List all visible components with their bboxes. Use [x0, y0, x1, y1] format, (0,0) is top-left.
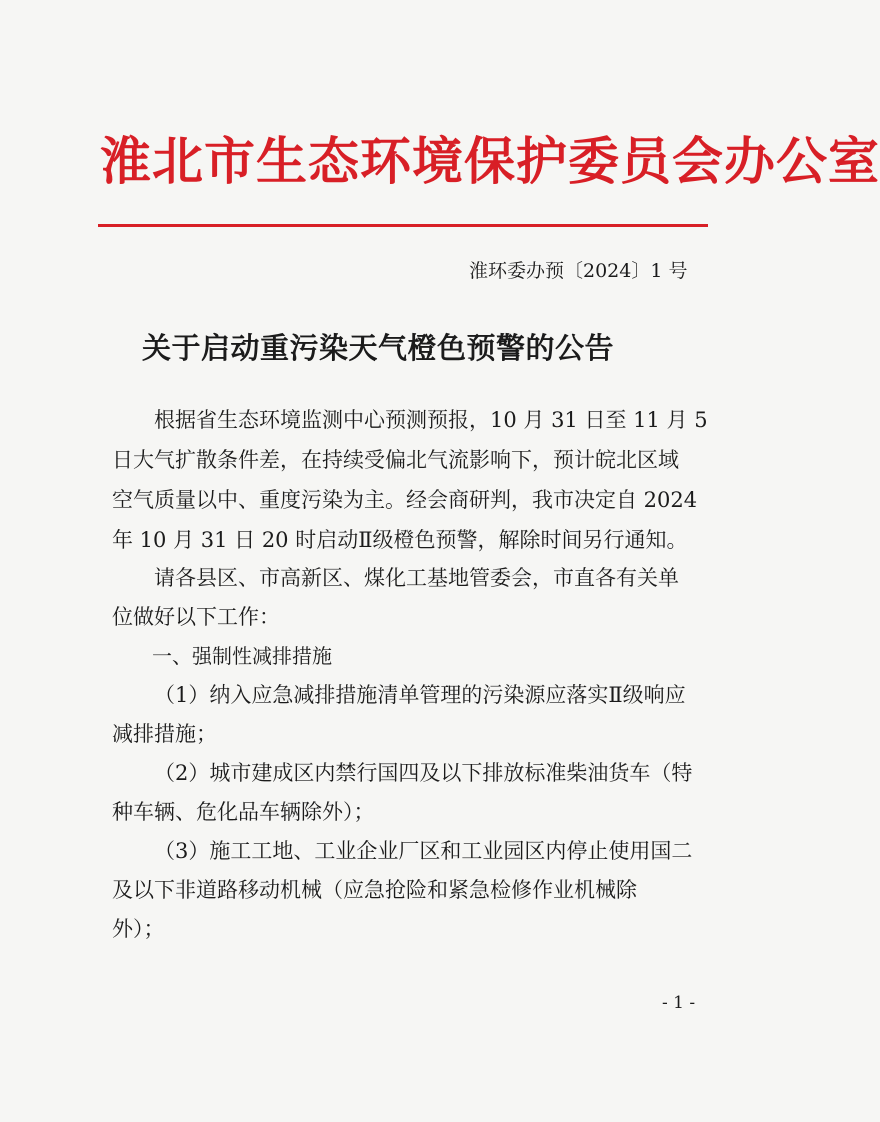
paragraph-2-line: 请各县区、市高新区、煤化工基地管委会，市直各有关单: [154, 566, 679, 590]
paragraph-2-line: 位做好以下工作：: [112, 605, 280, 629]
paragraph-1-line: 根据省生态环境监测中心预测预报，10 月 31 日至 11 月 5: [154, 408, 708, 432]
paragraph-1-line: 年 10 月 31 日 20 时启动Ⅱ级橙色预警，解除时间另行通知。: [112, 528, 688, 552]
measure-item-1-line: （1）纳入应急减排措施清单管理的污染源应落实Ⅱ级响应: [154, 683, 686, 707]
measure-item-2-line: 种车辆、危化品车辆除外）；: [112, 800, 375, 824]
red-divider-line: [98, 224, 708, 227]
paragraph-1-line: 空气质量以中、重度污染为主。经会商研判，我市决定自 2024: [112, 488, 698, 512]
measure-item-3-line: 外）；: [112, 917, 165, 941]
page-number: - 1 -: [662, 993, 696, 1013]
document-title: 关于启动重污染天气橙色预警的公告: [142, 331, 615, 365]
issuing-organization-header: 淮北市生态环境保护委员会办公室: [100, 132, 880, 192]
measure-item-1-line: 减排措施；: [112, 722, 217, 746]
measure-item-3-line: （3）施工工地、工业企业厂区和工业园区内停止使用国二: [154, 839, 693, 863]
section-heading: 一、强制性减排措施: [152, 644, 332, 668]
measure-item-2-line: （2）城市建成区内禁行国四及以下排放标准柴油货车（特: [154, 761, 693, 785]
paragraph-1-line: 日大气扩散条件差，在持续受偏北气流影响下，预计皖北区域: [112, 448, 679, 472]
document-number: 淮环委办预〔2024〕1 号: [469, 260, 688, 282]
measure-item-3-line: 及以下非道路移动机械（应急抢险和紧急检修作业机械除: [112, 878, 637, 902]
